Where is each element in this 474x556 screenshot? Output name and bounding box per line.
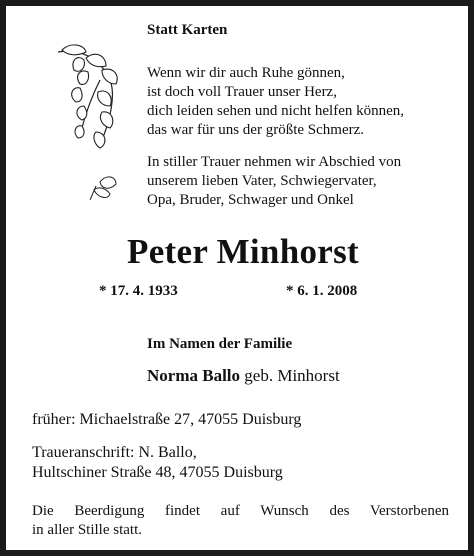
birth-date: * 17. 4. 1933 <box>99 283 178 299</box>
deceased-name: Peter Minhorst <box>127 232 359 271</box>
burial-line: Die Beerdigung findet auf Wunsch des Verstorbenen <box>32 503 449 519</box>
family-signature <box>147 366 340 386</box>
intro-text <box>147 153 401 210</box>
poem-text <box>147 64 404 140</box>
family-heading: Im Namen der Familie <box>147 336 293 352</box>
header-title: Statt Karten <box>147 22 228 38</box>
mourning-address <box>32 443 283 483</box>
family-maiden-name: geb. Minhorst <box>244 366 340 385</box>
former-address: früher: Michaelstraße 27, 47055 Duisburg <box>32 411 302 428</box>
address-line: Hultschiner Straße 48, 47055 Duisburg <box>32 464 283 481</box>
poem-line: Wenn wir dir auch Ruhe gönnen, <box>147 65 345 81</box>
death-date: * 6. 1. 2008 <box>286 283 358 299</box>
poem-line: dich leiden sehen und nicht helfen können, <box>147 103 405 119</box>
poem-line: ist doch voll Trauer unser Herz, <box>147 84 337 100</box>
intro-line: Opa, Bruder, Schwager und Onkel <box>147 192 354 208</box>
leafy-branch-icon <box>40 40 130 220</box>
burial-note <box>32 502 449 540</box>
intro-line: In stiller Trauer nehmen wir Abschied von <box>147 154 402 170</box>
intro-line: unserem lieben Vater, Schwiegervater, <box>147 173 377 189</box>
burial-line: in aller Stille statt. <box>32 522 142 538</box>
poem-line: das war für uns der größte Schmerz. <box>147 122 365 138</box>
address-line: Traueranschrift: N. Ballo, <box>32 444 197 461</box>
family-name: Norma Ballo <box>147 366 241 385</box>
